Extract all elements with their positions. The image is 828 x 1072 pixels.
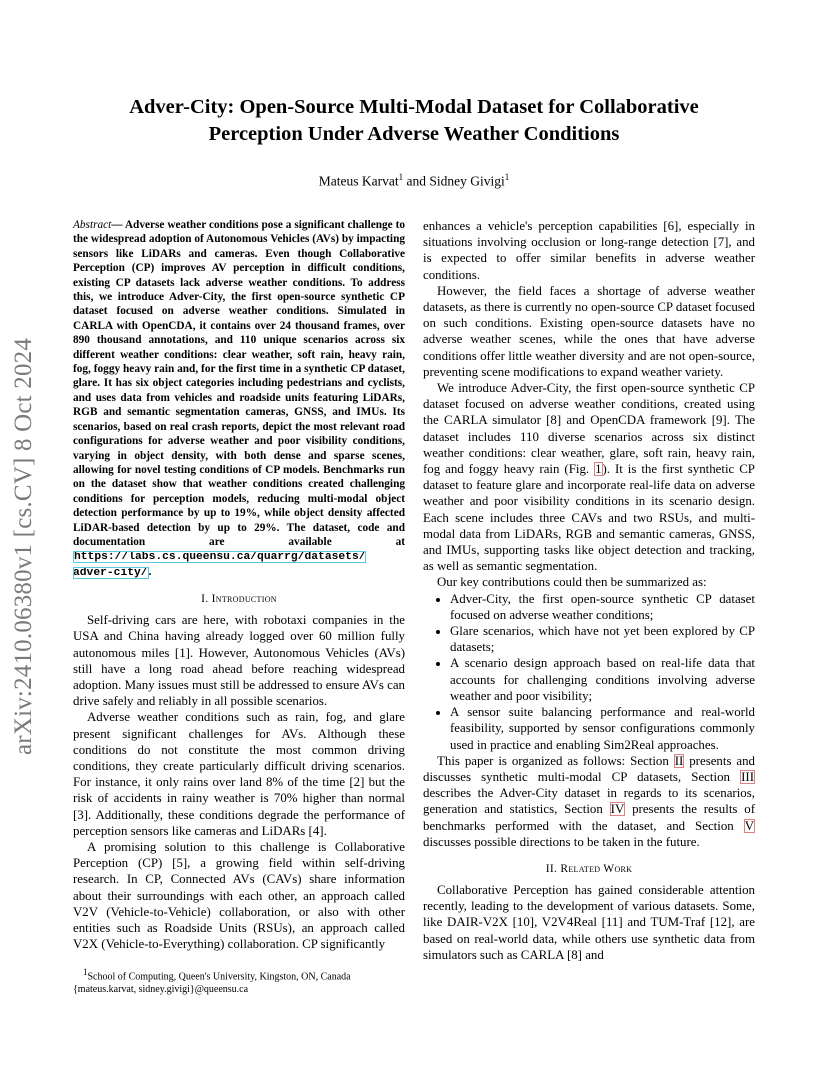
body-paragraph: [423, 380, 755, 574]
paragraph-text: ). It is the first synthetic CP dataset to feature glare and incorporate real-life data on adverse weather and poor visibility conditions in its scenario design. Each scene includes three CAVs and two RSUs, and multi-modal data from LiDARs, RGB and semantic cameras, GNSS, and IMUs, supporting tasks like object detection and tracking, as well as semantic segmentation.: [423, 462, 755, 574]
footnote-emails: {mateus.karvat, sidney.givigi}@queensu.ca: [73, 983, 249, 995]
paper-title: [70, 94, 758, 148]
section-reference-link[interactable]: V: [744, 818, 754, 833]
abstract-label: Abstract: [73, 219, 112, 231]
body-paragraph: enhances a vehicle's perception capabilities [6], especially in situations involving occlusion or long-range detection [7], and is expected to offer similar benefits in adverse weather conditions.: [423, 219, 755, 282]
body-paragraph: However, the field faces a shortage of adverse weather datasets, as there is currently no open-source CP dataset focused on such conditions. Existing open-source datasets have no adverse weather scenes, while the ones that have adverse conditions offer little weather diversity and are not open-source, preventing scene modifications to expand weather variety.: [423, 283, 755, 379]
affiliation-mark: 1: [504, 172, 510, 182]
section-title: Introduction: [211, 593, 277, 606]
footnote-mark: 1: [83, 967, 88, 977]
intro-paragraph: A promising solution to this challenge is Collaborative Perception (CP) [5], a growing field within self-driving research. In CP, Connected AVs (CAVs) share information about their surroundings with each other, an approach called V2V (Vehicle-to-Vehicle) collaboration, or also with other entities such as Roadside Units (RSUs), an approach called V2X (Vehicle-to-Everything) collaboration. CP significantly: [73, 840, 405, 952]
left-column: [73, 218, 405, 952]
footnote: [73, 966, 405, 996]
intro-paragraph: Adverse weather conditions such as rain, fog, and glare present significant challenges for AVs. Although these conditions do not constitute the most common driving conditions, they create particularly difficult driving scenarios. For instance, it only rains over land 8% of the time [2] but the risk of accidents in rainy weather is 70% higher than normal [3]. Additionally, these conditions degrade the performance of perception sensors like cameras and LiDARs [4].: [73, 710, 405, 838]
author-name: Mateus Karvat: [318, 173, 399, 189]
footnote-affiliation: School of Computing, Queen's University, Kingston, ON, Canada: [87, 971, 351, 983]
section-numeral: I.: [201, 593, 212, 606]
abstract: [73, 218, 405, 580]
body-paragraph: Collaborative Perception has gained considerable attention recently, leading to the development of various datasets. Some, like DAIR-V2X [10], V2V4Real [11] and TUM-Traf [12], are based on real-world data, while others use synthetic data from simulators such as CARLA [8] and: [423, 882, 755, 962]
section-heading-related-work: [423, 863, 755, 875]
intro-paragraph: Self-driving cars are here, with robotaxi companies in the USA and China having already logged over 60 million fully autonomous miles [1]. However, Autonomous Vehicles (AVs) still have a long road ahead before reaching widespread adoption. Many issues must still be addressed to ensure AVs can drive safely and reliably in all possible scenarios.: [73, 613, 405, 709]
dataset-link-part-1: https://labs.cs.queensu.ca/quarrg/datasets/: [74, 551, 366, 564]
contribution-item: • A scenario design approach based on real-life data that accounts for challenging conditions involving adverse weather and poor visibility;: [450, 655, 755, 704]
right-column: [423, 218, 755, 963]
author-list: [70, 172, 758, 190]
contribution-list: [423, 591, 755, 753]
author-separator: and: [406, 173, 426, 189]
contribution-item: • Glare scenarios, which have not yet been explored by CP datasets;: [450, 623, 755, 655]
affiliation-mark: 1: [398, 172, 404, 182]
section-reference-link[interactable]: IV: [610, 802, 625, 817]
paragraph-text: We introduce Adver-City, the first open-source synthetic CP dataset focused on adverse weather conditions, created using the CARLA simulator [8] and OpenCDA framework [9]. The dataset includes 110 diverse scenarios across six distinct weather conditions: clear weather, glare, soft rain, heavy rain, fog and foggy heavy rain (Fig.: [423, 381, 755, 477]
paragraph-text: This paper is organized as follows: Section: [437, 753, 674, 768]
paragraph-text: describes the Adver-City dataset in regards to its scenarios, generation and statistics, Section: [423, 786, 755, 817]
dataset-link[interactable]: [73, 551, 366, 578]
body-paragraph: [423, 753, 755, 850]
section-numeral: II.: [545, 862, 561, 875]
section-reference-link[interactable]: III: [741, 769, 754, 784]
abstract-text: — Adverse weather conditions pose a significant challenge to the widespread adoption of Autonomous Vehicles (AVs) by impacting sensors like LiDARs and cameras. Even though Collaborative Perception (CP) improves AV perception in difficult conditions, existing CP datasets lack adverse weather conditions. To address this, we introduce Adver-City, the first open-source synthetic CP dataset focused on adverse weather conditions. Simulated in CARLA with OpenCDA, it contains over 24 thousand frames, over 890 thousand annotations, and 110 unique scenarios across six different weather conditions: clear weather, soft rain, heavy rain, fog, foggy heavy rain and, for the first time in a synthetic CP dataset, glare. It has six object categories including pedestrians and cyclists, and uses data from vehicles and roadside units featuring LiDARs, RGB and semantic segmentation cameras, GNSS, and IMUs. Its scenarios, based on real crash reports, depict the most relevant road configurations for adverse weather and poor visibility conditions, varying in object density, with both dense and sparse scenes, allowing for novel testing conditions of CP models. Benchmarks run on the dataset show that weather conditions created challenging conditions for perception models, reducing multi-modal object detection performance by up to 19%, while object density affected LiDAR-based detection by up to 29%. The dataset, code and documentation are available at: [73, 219, 405, 548]
contribution-item: • Adver-City, the first open-source synthetic CP dataset focused on adverse weather conditions;: [450, 591, 755, 623]
section-reference-link[interactable]: II: [674, 753, 684, 768]
section-heading-introduction: [73, 593, 405, 605]
dataset-link-part-2: adver-city/: [73, 566, 148, 579]
paragraph-text: presents the results of benchmarks performed with the dataset, and Section: [423, 802, 755, 833]
title-line-2: Perception Under Adverse Weather Conditions: [208, 123, 620, 145]
figure-reference-link[interactable]: 1: [595, 462, 602, 477]
paragraph-text: discusses possible directions to be taken in the future.: [423, 834, 700, 849]
section-title: Related Work: [560, 862, 633, 875]
abstract-end: .: [148, 565, 152, 578]
title-line-1: Adver-City: Open-Source Multi-Modal Dataset for Collaborative: [129, 96, 699, 118]
author-name: Sidney Givigi: [429, 173, 505, 189]
body-paragraph: Our key contributions could then be summarized as:: [437, 575, 707, 590]
paragraph-text: presents and discusses synthetic multi-modal CP datasets, Section: [423, 753, 755, 784]
arxiv-stamp: arXiv:2410.06380v1 [cs.CV] 8 Oct 2024: [10, 337, 37, 755]
contribution-item: • A sensor suite balancing performance and real-world feasibility, supported by sensor configurations commonly used in practice and enabling Sim2Real approaches.: [450, 704, 755, 753]
